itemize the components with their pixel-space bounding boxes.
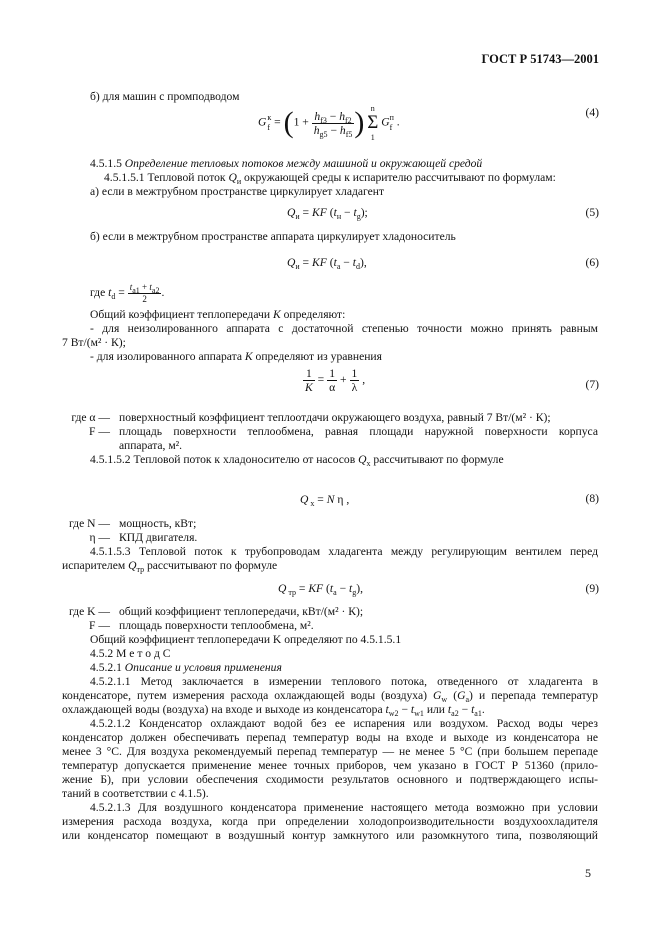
- equation-number: (5): [585, 206, 599, 219]
- equation-5: $Q_и$ = KF $(t_н - t_g)$;: [287, 206, 368, 221]
- equation-number: (8): [585, 492, 599, 505]
- equation-number: (7): [585, 378, 599, 391]
- text-line: конденсаторе, путем измерения расхода охлаждающей воды (воздуха) $G_w$ $(G_a)$ и перепада температур: [62, 689, 599, 704]
- where-td: где $t_d$ = $\frac{t_{a1} + t_{a2}}{2}$ .: [90, 282, 165, 304]
- equation-8: Q $_x$ = N η ,: [300, 493, 350, 508]
- equation-7: $\frac{1}{K}$ = $\frac{1}{\alpha}$ + $\frac{1}{\lambda}$ ,: [305, 367, 366, 394]
- text-line: измерения расхода воздуха, когда при определении холодопроизводительности воздухоохладителя: [62, 815, 598, 828]
- legend-text: мощность, кВт;: [119, 517, 197, 530]
- text-line: - для изолированного аппарата K определяют из уравнения: [90, 350, 382, 363]
- equation-6: $Q_и$ = KF $(t_a - t_d)$,: [287, 256, 367, 271]
- text-line: жение Б), при условии обеспечения сходимости результатов основного и подтверждающего испы-: [62, 773, 598, 786]
- equation-number: (9): [585, 582, 599, 595]
- section-heading: 4.5.1.5 Определение тепловых потоков между машиной и окружающей средой: [90, 157, 483, 170]
- text-line: 4.5.2.1.3 Для воздушного конденсатора применение настоящего метода возможно при условии: [90, 801, 598, 814]
- legend-text: площадь поверхности теплообмена, равная площади наружной поверхности корпуса: [119, 425, 598, 438]
- text-line: менее 3 °С. Для воздуха рекомендуемый перепад температур — не менее 5 °С (при большем перепаде: [62, 745, 598, 758]
- legend-key: η —: [89, 531, 110, 544]
- equation-9: Q $_{тр}$ = KF $(t_a - t_g)$,: [278, 582, 364, 597]
- text-line: Общий коэффициент теплопередачи K определяют по 4.5.1.5.1: [90, 633, 402, 646]
- document-header: ГОСТ Р 51743—2001: [481, 52, 599, 66]
- equation-number: (6): [585, 256, 599, 269]
- legend-text: аппарата, м².: [119, 439, 183, 452]
- text-line: температур допускается применение менее точных приборов, чем указано в ГОСТ Р 51360 (прило-: [62, 759, 598, 772]
- legend-key: где K —: [69, 605, 110, 618]
- text-line: б) для машин с промподводом: [90, 90, 240, 103]
- equation-number: (4): [585, 106, 599, 119]
- legend-text: поверхностный коэффициент теплоотдачи окружающего воздуха, равный 7 Вт/(м² · К);: [119, 411, 551, 424]
- legend-text: КПД двигателя.: [119, 531, 198, 544]
- text-line: б) если в межтрубном пространстве аппарата циркулирует хладоноситель: [90, 230, 456, 243]
- text-line: Общий коэффициент теплопередачи K определяют:: [90, 308, 346, 321]
- legend-key: F —: [89, 619, 110, 632]
- section-heading: 4.5.2.1 Описание и условия применения: [90, 661, 282, 674]
- legend-key: где N —: [69, 517, 110, 530]
- equation-4: Gк f = (1 + $\frac{h_{f3} - h_{f2}}{h_{g5} - h_{f5}}$ ) n Σ 1 Gп f .: [258, 104, 400, 142]
- text-line: охлаждающей воды (воздуха) на входе и выходе из конденсатора $t_{w2} - t_{w1}$ или $t_{a2} - t_{a1}$.: [62, 703, 485, 718]
- legend-text: площадь поверхности теплообмена, м².: [119, 619, 314, 632]
- section-heading: 4.5.2 М е т о д С: [90, 647, 171, 660]
- legend-text: общий коэффициент теплопередачи, кВт/(м² · К);: [119, 605, 364, 618]
- legend-key: где α —: [71, 411, 110, 424]
- text-line: 4.5.2.1.2 Конденсатор охлаждают водой без ее испарения или воздухом. Расход воды через: [90, 717, 598, 730]
- text-line: 4.5.2.1.1 Метод заключается в измерении теплового потока, отведенного от хладагента в: [90, 675, 598, 688]
- text-line: таний в соответствии с 4.1.5).: [62, 787, 209, 800]
- text-line: - для неизолированного аппарата с достаточной степенью точности можно принять равным: [90, 322, 598, 335]
- text-line: а) если в межтрубном пространстве циркулирует хладагент: [90, 185, 385, 198]
- text-line: или конденсатор помещают в воздушный контур замкнутого или разомкнутого типа, позволяющий: [62, 829, 598, 842]
- text-line: 7 Вт/(м² · К);: [62, 336, 126, 349]
- text-line: 4.5.1.5.2 Тепловой поток к хладоносителю от насосов $Q_x$ рассчитывают по формуле: [90, 453, 504, 468]
- page-number: 5: [585, 866, 591, 880]
- text-line: 4.5.1.5.1 Тепловой поток $Q_и$ окружающей среды к испарителю рассчитывают по формулам:: [104, 171, 556, 186]
- text-line: испарителем $Q_{тр}$ рассчитывают по формуле: [62, 559, 278, 574]
- text-line: 4.5.1.5.3 Тепловой поток к трубопроводам хладагента между регулирующим вентилем перед: [90, 545, 598, 558]
- text-line: конденсатор должен обеспечивать перепад температур воды на входе и выходе из конденсатора не: [62, 731, 598, 744]
- legend-key: F —: [89, 425, 110, 438]
